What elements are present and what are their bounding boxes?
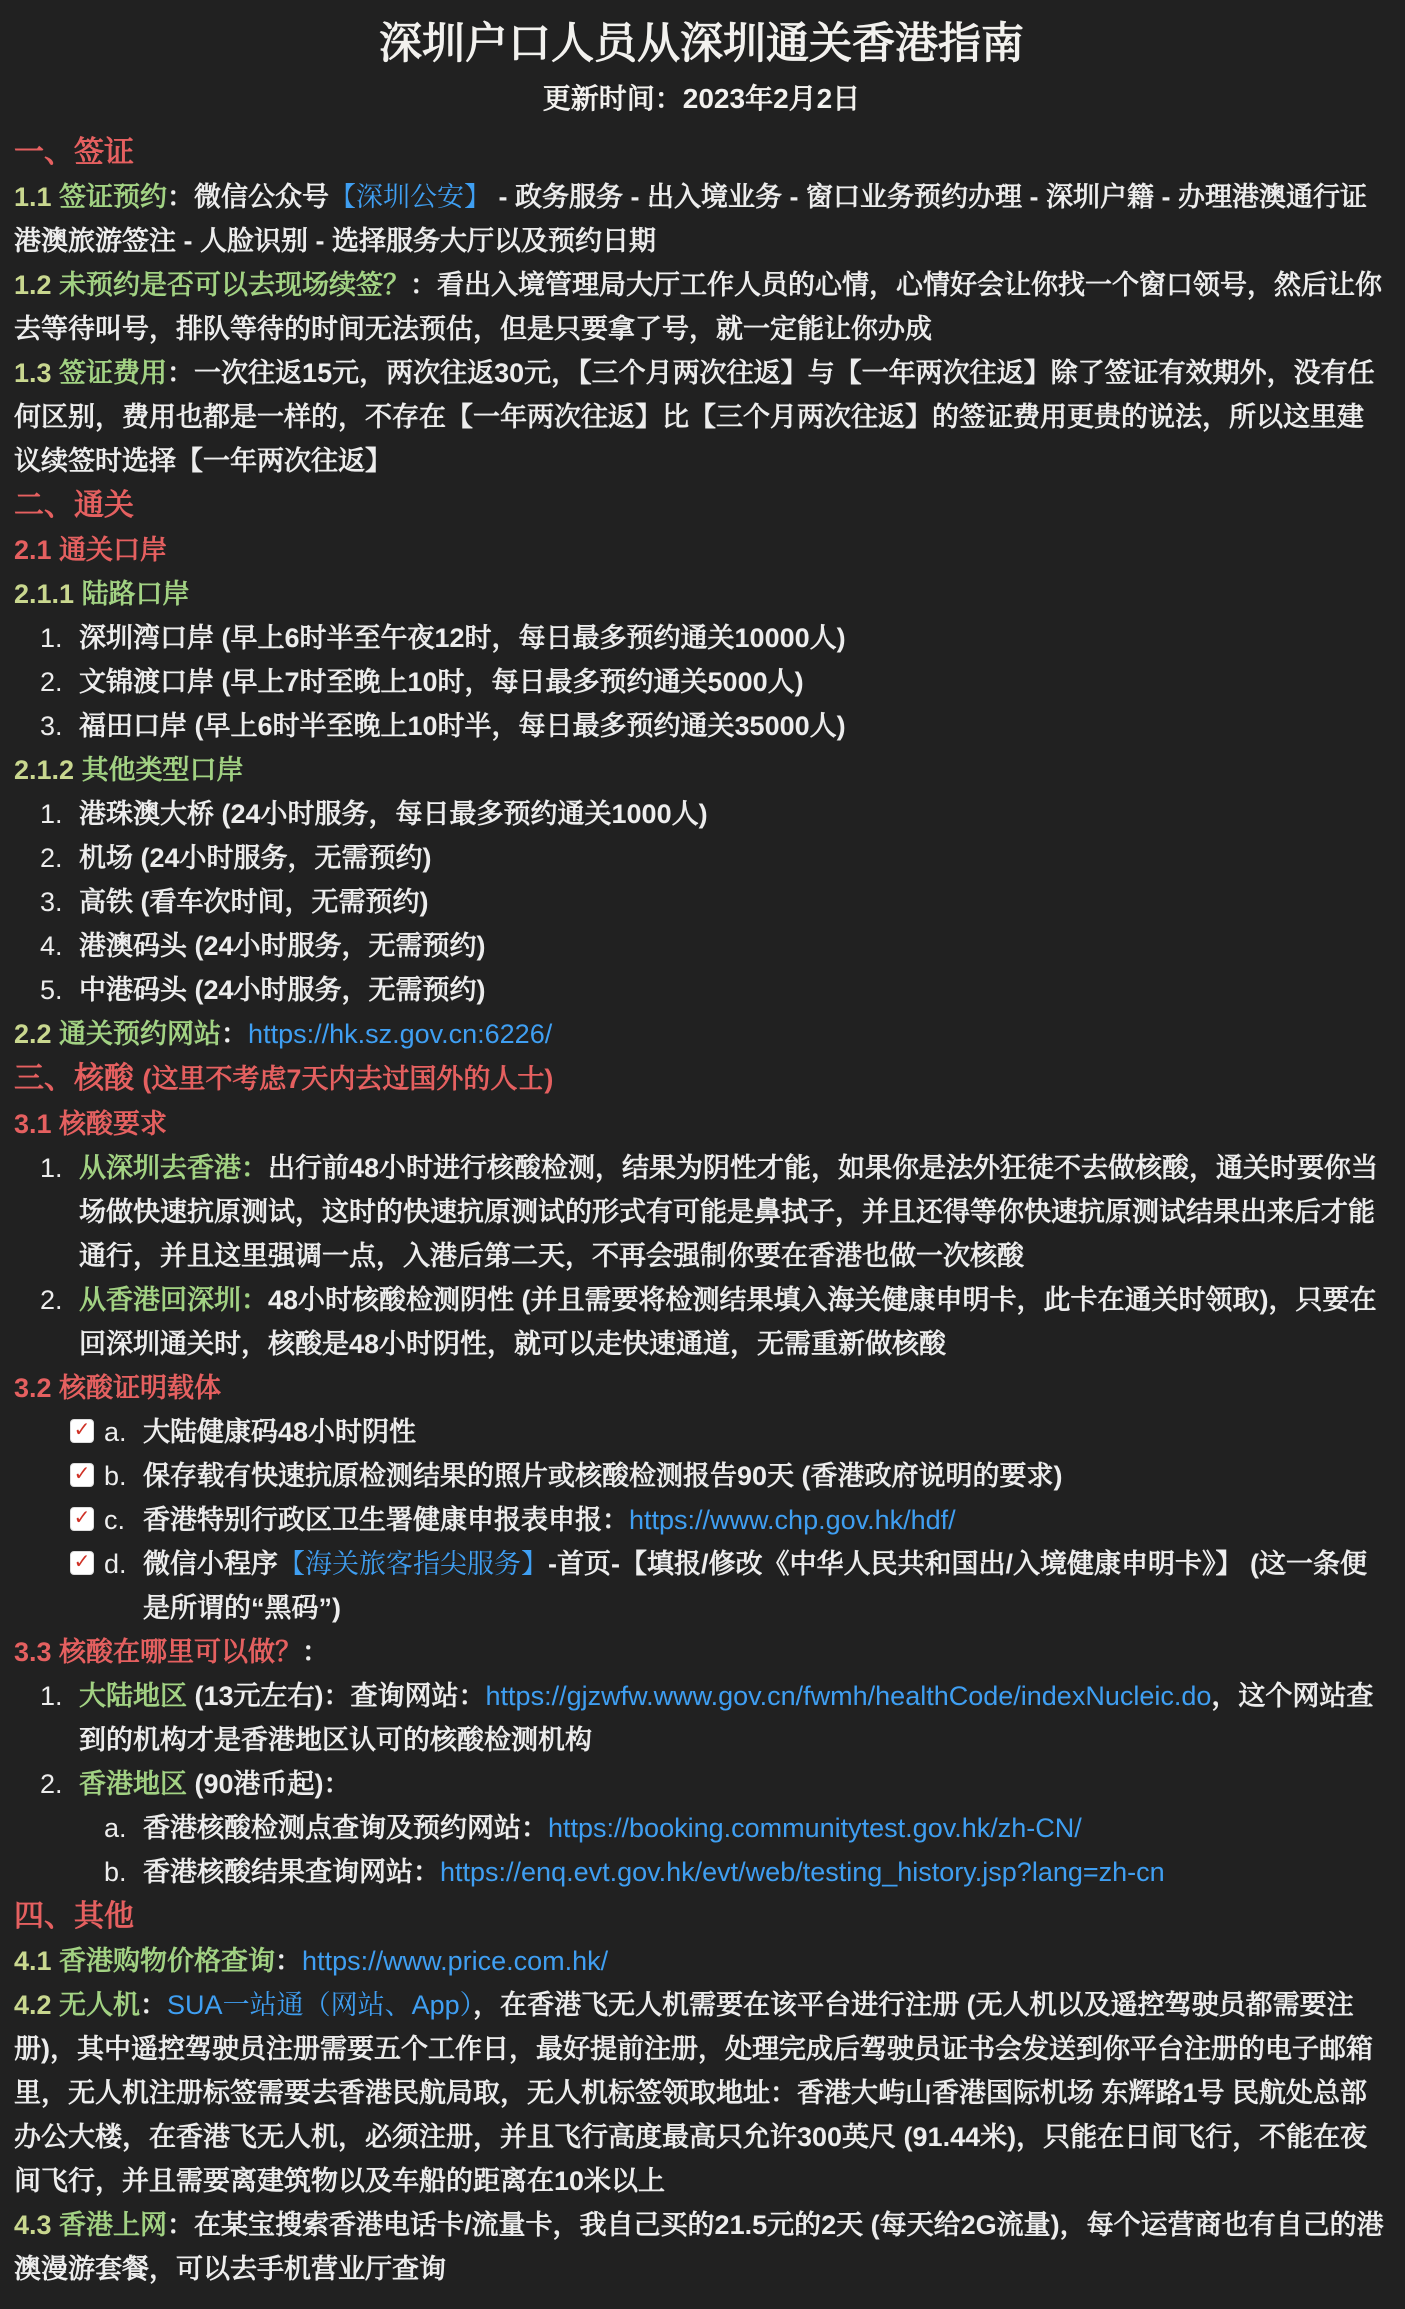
list-item-text (79, 1674, 1389, 1762)
body-text: ，这个网站查到的机构才是香港地区认可的核酸检测机构 (79, 1681, 1374, 1755)
list-item-text (79, 1278, 1389, 1366)
checklist-item (70, 1542, 1389, 1630)
list-marker: 5. (40, 975, 63, 1005)
body-text: ：在某宝搜索香港电话卡/流量卡，我自己买的21.5元的2天 (每天给2G流量)，每个运营商也有自己的港澳漫游套餐，可以去手机营业厅查询 (14, 2210, 1384, 2284)
checkbox-checked-icon[interactable] (70, 1419, 94, 1443)
paragraph (14, 351, 1389, 483)
body-text: 文锦渡口岸 (早上7时至晚上10时，每日最多预约通关5000人) (79, 667, 804, 697)
list-item (14, 616, 1389, 660)
body-text: 香港核酸检测点查询及预约网站： (143, 1813, 548, 1843)
link[interactable]: https://gjzwfw.www.gov.cn/fwmh/healthCode/indexNucleic.do (485, 1681, 1212, 1711)
list-letter: d. (104, 1549, 127, 1579)
section-heading (14, 130, 1389, 175)
document-body (14, 130, 1389, 2291)
list-letter: c. (104, 1505, 126, 1535)
list-marker: 3. (40, 711, 63, 741)
list-marker: 3. (40, 887, 63, 917)
green-label: 签证预约 (59, 182, 168, 212)
checklist (14, 1410, 1389, 1630)
number-label: 4.1 (14, 1946, 60, 1976)
list-letter: a. (104, 1813, 127, 1843)
body-text: 香港特别行政区卫生署健康申报表申报： (143, 1505, 629, 1535)
section-heading (14, 1056, 1389, 1102)
list-item-text (79, 880, 1389, 924)
red-heading-text: 一、签证 (14, 136, 134, 169)
paragraph (14, 175, 1389, 263)
number-label: 2.1.1 (14, 579, 82, 609)
list-item-text (79, 968, 1389, 1012)
red-heading-text: 三、核酸 (14, 1062, 143, 1095)
list-item-text (79, 660, 1389, 704)
red-heading-text: 二、通关 (14, 489, 134, 522)
body-text: - 政务服务 - 出入境业务 - 窗口业务预约办理 - 深圳户籍 - 办理港澳通行证港澳旅游签注 - 人脸识别 - 选择服务大厅以及预约日期 (14, 182, 1368, 256)
body-text: 香港核酸结果查询网站： (143, 1857, 440, 1887)
number-label: 1.2 (14, 270, 60, 300)
letter-list-item (104, 1806, 1389, 1850)
list-item (14, 704, 1389, 748)
section-heading (14, 1894, 1389, 1939)
red-heading-text: 2.1 通关口岸 (14, 535, 168, 565)
body-text: ： (140, 1990, 168, 2020)
red-heading-text: 3.3 核酸在哪里可以做？ (14, 1637, 303, 1667)
number-label: 1.3 (14, 358, 60, 388)
link[interactable]: https://booking.communitytest.gov.hk/zh-CN/ (548, 1813, 1082, 1843)
green-label: 香港上网 (59, 2210, 168, 2240)
link[interactable]: https://www.price.com.hk/ (302, 1946, 609, 1976)
ordered-list (14, 1674, 1389, 1894)
body-text: 福田口岸 (早上6时半至晚上10时半，每日最多预约通关35000人) (79, 711, 846, 741)
ordered-list (14, 792, 1389, 1012)
body-text: 微信小程序 (143, 1549, 278, 1579)
paragraph (14, 1012, 1389, 1056)
link[interactable]: https://enq.evt.gov.hk/evt/web/testing_history.jsp?lang=zh-cn (440, 1857, 1165, 1887)
number-label: 4.2 (14, 1990, 60, 2020)
number-label: 2.1.2 (14, 755, 82, 785)
paragraph (14, 1983, 1389, 2203)
body-text: ：一次往返15元，两次往返30元，【三个月两次往返】与【一年两次往返】除了签证有效期外，没有任何区别，费用也都是一样的，不存在【一年两次往返】比【三个月两次往返】的签证费用更贵的说法，所以这里建议续签时选择【一年两次往返】 (14, 358, 1375, 476)
checklist-item-text (143, 1410, 1389, 1454)
number-label: 4.3 (14, 2210, 60, 2240)
list-item (14, 1762, 1389, 1806)
list-item (14, 968, 1389, 1012)
green-label: 从深圳去香港： (79, 1153, 268, 1183)
ordered-list (14, 1146, 1389, 1366)
number-label: 1.1 (14, 182, 60, 212)
list-item-text (79, 1762, 1389, 1806)
list-marker: 2. (40, 667, 63, 697)
red-heading-text: 四、其他 (14, 1900, 134, 1933)
letter-list-item (104, 1850, 1389, 1894)
list-item (14, 1278, 1389, 1366)
paragraph (14, 263, 1389, 351)
body-text: 大陆健康码48小时阴性 (143, 1417, 417, 1447)
red-note-text: (这里不考虑7天内去过国外的人士) (142, 1064, 554, 1094)
list-item-text (79, 704, 1389, 748)
body-text: ： (302, 1637, 330, 1667)
list-letter: b. (104, 1857, 127, 1887)
checkbox-checked-icon[interactable] (70, 1463, 94, 1487)
list-marker: 1. (40, 1153, 63, 1183)
body-text: ： (221, 1019, 249, 1049)
update-time: 更新时间：2023年2月2日 (542, 83, 861, 114)
paragraph (14, 1939, 1389, 1983)
number-label: 2.2 (14, 1019, 60, 1049)
checklist-item (70, 1498, 1389, 1542)
link[interactable]: 【深圳公安】 (329, 182, 492, 212)
green-label: 陆路口岸 (81, 579, 190, 609)
list-marker: 2. (40, 1285, 63, 1315)
link[interactable]: SUA一站通（网站、App） (167, 1990, 474, 2020)
list-marker: 2. (40, 843, 63, 873)
red-heading-text: 3.2 核酸证明载体 (14, 1373, 222, 1403)
green-label: 通关预约网站 (59, 1019, 222, 1049)
list-item (14, 924, 1389, 968)
checkbox-checked-icon[interactable] (70, 1551, 94, 1575)
body-text: 深圳湾口岸 (早上6时半至午夜12时，每日最多预约通关10000人) (79, 623, 846, 653)
page-title: 深圳户口人员从深圳通关香港指南 (379, 20, 1024, 68)
green-label: 签证费用 (59, 358, 168, 388)
checklist-item-text (143, 1498, 1389, 1542)
green-label: 未预约是否可以去现场续签？ (59, 270, 411, 300)
paragraph (14, 2203, 1389, 2291)
paragraph (14, 528, 1389, 572)
check-mark-icon: ✓ (73, 1419, 91, 1441)
paragraph (14, 1630, 1389, 1674)
paragraph (14, 1366, 1389, 1410)
body-text: ：看出入境管理局大厅工作人员的心情，心情好会让你找一个窗口领号，然后让你去等待叫号，排队等待的时间无法预估，但是只要拿了号，就一定能让你办成 (14, 270, 1383, 344)
check-mark-icon: ✓ (73, 1551, 91, 1573)
green-label: 从香港回深圳： (79, 1285, 268, 1315)
list-marker: 1. (40, 799, 63, 829)
letter-item-text (143, 1850, 1389, 1894)
checkbox-checked-icon[interactable] (70, 1507, 94, 1531)
checklist-item-text (143, 1454, 1389, 1498)
checklist-item-text (143, 1542, 1389, 1630)
letter-item-text (143, 1806, 1389, 1850)
list-item (14, 1146, 1389, 1278)
body-text: 48小时核酸检测阴性 (并且需要将检测结果填入海关健康申明卡，此卡在通关时领取)，只要在回深圳通关时，核酸是48小时阴性，就可以走快速通道，无需重新做核酸 (79, 1285, 1377, 1359)
list-item-text (79, 924, 1389, 968)
list-item (14, 880, 1389, 924)
checklist-item (70, 1454, 1389, 1498)
green-label: 香港地区 (79, 1769, 187, 1799)
list-letter: b. (104, 1461, 127, 1491)
list-marker: 1. (40, 1681, 63, 1711)
green-label: 大陆地区 (79, 1681, 187, 1711)
body-text: 港澳码头 (24小时服务，无需预约) (79, 931, 486, 961)
body-text: 保存载有快速抗原检测结果的照片或核酸检测报告90天 (香港政府说明的要求) (143, 1461, 1063, 1491)
green-label: 其他类型口岸 (81, 755, 244, 785)
link[interactable]: 【海关旅客指尖服务】 (278, 1549, 548, 1579)
check-mark-icon: ✓ (73, 1507, 91, 1529)
paragraph (14, 1102, 1389, 1146)
list-marker: 1. (40, 623, 63, 653)
list-item-text (79, 792, 1389, 836)
list-marker: 4. (40, 931, 63, 961)
body-text: 中港码头 (24小时服务，无需预约) (79, 975, 486, 1005)
green-label: 香港购物价格查询 (59, 1946, 276, 1976)
list-letter: a. (104, 1417, 127, 1447)
body-text: ：微信公众号 (167, 182, 330, 212)
body-text: (13元左右)：查询网站： (187, 1681, 486, 1711)
list-item (14, 1674, 1389, 1762)
list-item-text (79, 836, 1389, 880)
checklist-item (70, 1410, 1389, 1454)
section-heading (14, 483, 1389, 528)
body-text: -首页-【填报/修改《中华人民共和国出/入境健康申明卡》】 (这一条便是所谓的“黑码”) (143, 1549, 1367, 1623)
paragraph (14, 748, 1389, 792)
link[interactable]: https://hk.sz.gov.cn:6226/ (248, 1019, 553, 1049)
body-text: ： (275, 1946, 303, 1976)
list-item-text (79, 616, 1389, 660)
list-item (14, 792, 1389, 836)
body-text: 港珠澳大桥 (24小时服务，每日最多预约通关1000人) (79, 799, 708, 829)
check-mark-icon: ✓ (73, 1463, 91, 1485)
body-text: 高铁 (看车次时间，无需预约) (79, 887, 429, 917)
list-marker: 2. (40, 1769, 63, 1799)
ordered-list (14, 616, 1389, 748)
list-item-text (79, 1146, 1389, 1278)
list-item (14, 660, 1389, 704)
paragraph (14, 572, 1389, 616)
red-heading-text: 3.1 核酸要求 (14, 1109, 168, 1139)
body-text: (90港币起)： (187, 1769, 351, 1799)
list-item (14, 836, 1389, 880)
link[interactable]: https://www.chp.gov.hk/hdf/ (629, 1505, 956, 1535)
body-text: ，在香港飞无人机需要在该平台进行注册 (无人机以及遥控驾驶员都需要注册)，其中遥控驾驶员注册需要五个工作日，最好提前注册，处理完成后驾驶员证书会发送到你平台注册的电子邮箱里，无人机注册标签需要去香港民航局取，无人机标签领取地址：香港大屿山香港国际机场 东辉路1号 民航处总部办公大楼，在香港飞无人机，必须注册，并且飞行高度最高只允许300英尺 (91.44米)，只能在日间飞行，不能在夜间飞行，并且需要离建筑物以及车船的距离在10米以上 (14, 1990, 1373, 2196)
body-text: 机场 (24小时服务，无需预约) (79, 843, 432, 873)
green-label: 无人机 (59, 1990, 141, 2020)
body-text: 出行前48小时进行核酸检测，结果为阴性才能，如果你是法外狂徒不去做核酸，通关时要你当场做快速抗原测试，这时的快速抗原测试的形式有可能是鼻拭子，并且还得等你快速抗原测试结果出来后才能通行，并且这里强调一点，入港后第二天，不再会强制你要在香港也做一次核酸 (79, 1153, 1379, 1271)
